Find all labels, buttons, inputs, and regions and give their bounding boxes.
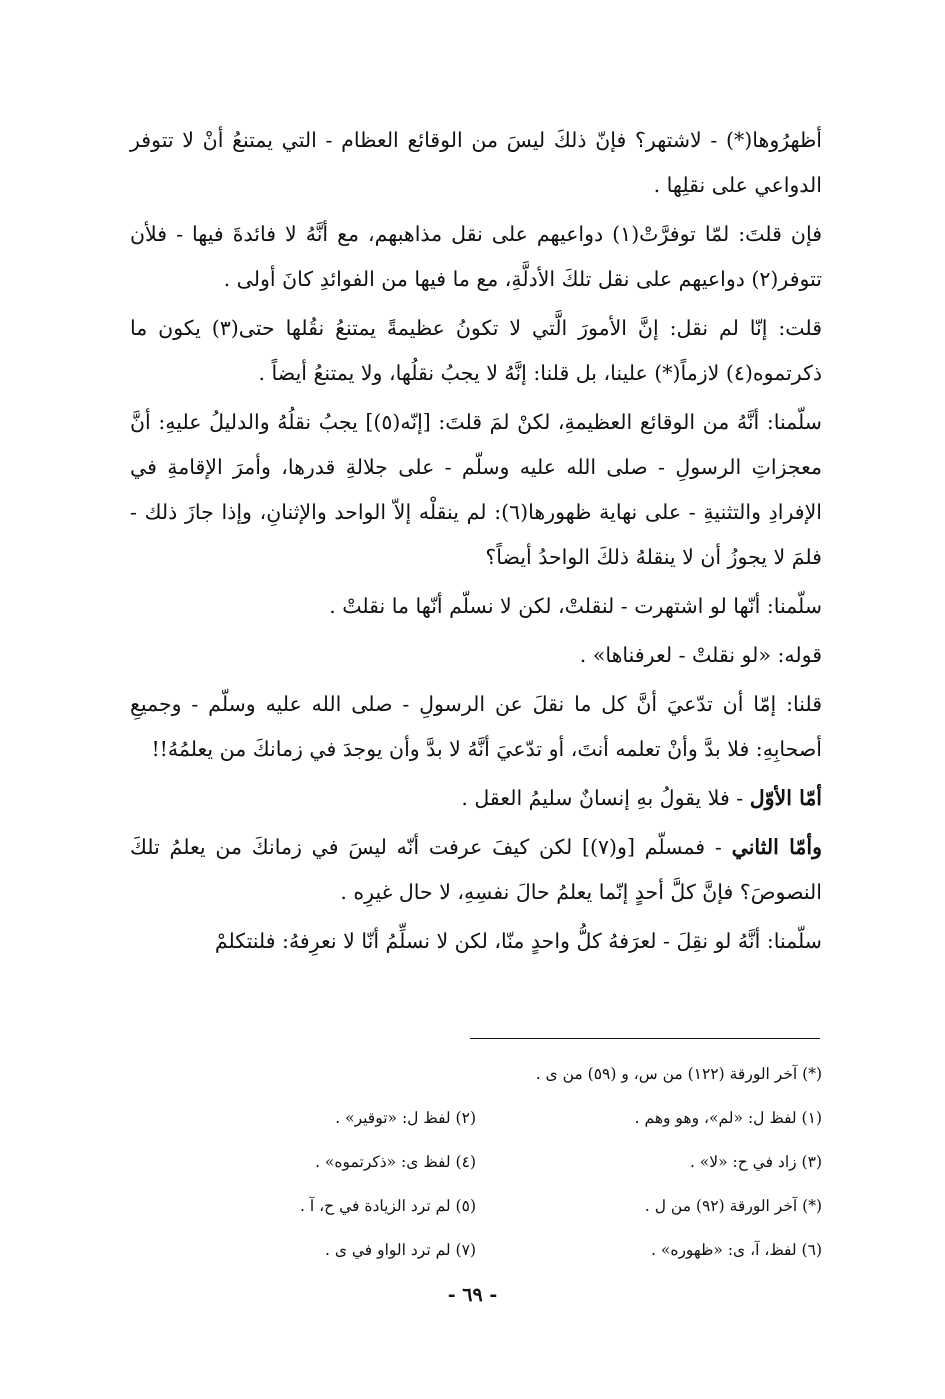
paragraph-6-text: قوله: «لو نقلتْ - لعرفناها» . [579,643,822,667]
paragraph-5 [130,584,822,629]
paragraph-8-text: - فلا يقولُ بهِ إنسانٌ سليمُ العقل . [461,786,750,810]
paragraph-8 [130,776,822,821]
footnote-row-3 [130,1184,822,1228]
paragraph-2 [130,212,822,302]
footnote-row-1 [130,1096,822,1140]
footnote-6: (٦) لفظ، آ، ى: «ظهوره» . [650,1241,822,1259]
paragraph-1-text: أظهرُوها(*) - لاشتهر؟ فإنّ ذلكَ ليسَ من الوقائع العظام - التي يمتنعُ أنْ لا تتوفر الدواعي على نقلِها . [130,128,822,197]
footnote-star-bottom: (*) آخر الورقة (٩٢) من ل . [644,1197,822,1215]
footnote-1: (١) لفظ ل: «لم»، وهو وهم . [634,1109,822,1127]
footnote-divider [470,1038,820,1039]
main-text [130,118,822,968]
paragraph-7 [130,682,822,772]
paragraph-8-lead: أمّا الأوّل [749,786,822,810]
footnote-3: (٣) زاد في ح: «لا» . [689,1153,822,1171]
paragraph-4-text: سلّمنا: أنَّهُ من الوقائع العظيمةِ، لكنْ لمَ قلتَ: [إنّه(٥)] يجبُ نقلُهُ والدليلُ عليهِ: أنَّ معجزاتِ الرسولِ - صلى الله عليه وسلّم - على جلالةِ قدرها، وأمرَ الإقامةِ في الإفرادِ والتثنيةِ - على نهاية ظهورها(٦): لم ينقلْه إلاّ الواحد والإثنانِ، وإذا جازَ ذلك - فلمَ لا يجوزُ أن لا ينقلهُ ذلكَ الواحدُ أيضاً؟ [130,410,822,569]
paragraph-9 [130,825,822,915]
footnote-4: (٤) لفظ ى: «ذكرتموه» . [315,1153,476,1171]
footnote-2: (٢) لفظ ل: «توقير» . [335,1109,476,1127]
paragraph-5-text: سلّمنا: أنّها لو اشتهرت - لنقلتْ، لكن لا نسلّم أنّها ما نقلتْ . [329,594,822,618]
paragraph-6 [130,633,822,678]
footnote-7: (٧) لم ترد الواو في ى . [324,1241,476,1259]
paragraph-10 [130,919,822,964]
paragraph-7-text: قلنا: إمّا أن تدّعيَ أنَّ كل ما نقلَ عن الرسولِ - صلى الله عليه وسلّم - وجميعِ أصحابِهِ: فلا بدَّ وأنْ تعلمه أنتَ، أو تدّعيَ أنَّهُ لا بدَّ وأن يوجدَ في زمانكَ من يعلمُهُ!! [130,692,822,761]
footnote-star-top: (*) آخر الورقة (١٢٢) من س، و (٥٩) من ى . [535,1065,822,1083]
footnote-row-2 [130,1140,822,1184]
footnote-5: (٥) لم ترد الزيادة في ح، آ . [300,1197,476,1215]
page-number: - ٦٩ - [447,1284,498,1306]
paragraph-10-text: سلّمنا: أنَّهُ لو نقِلَ - لعرَفهُ كلُّ واحدٍ منّا، لكن لا نسلِّمُ أنّا لا نعرِفهُ: فلنتكلمْ [214,929,822,953]
paragraph-9-lead: وأمّا الثاني [731,835,823,859]
footnote-row-4 [130,1228,822,1272]
paragraph-9-text: - فمسلّم [و(٧)] لكن كيفَ عرفت أنّه ليسَ في زمانكَ من يعلمُ تلكَ النصوصَ؟ فإنَّ كلَّ أحدٍ إنّما يعلمُ حالَ نفسِهِ، لا حال غيرِه . [130,835,822,904]
paragraph-3 [130,306,822,396]
paragraph-1 [130,118,822,208]
paragraph-2-text: فإن قلتَ: لمّا توفرَّتْ(١) دواعيهم على نقل مذاهبهم، مع أنَّهُ لا فائدةَ فيها - فلأن تتوفر(٢) دواعيهم على نقل تلكَ الأدلَّةِ، مع ما فيها من الفوائدِ كانَ أولى . [130,222,822,291]
paragraph-3-text: قلت: إنّا لم نقل: إنَّ الأمورَ الَّتي لا تكونُ عظيمةً يمتنعُ نقُلها حتى(٣) يكون ما ذكرتموه(٤) لازماً(*) علينا، بل قلنا: إنَّهُ لا يجبُ نقلُها، ولا يمتنعُ أيضاً . [130,316,822,385]
paragraph-4 [130,400,822,580]
footnotes [130,1052,822,1272]
